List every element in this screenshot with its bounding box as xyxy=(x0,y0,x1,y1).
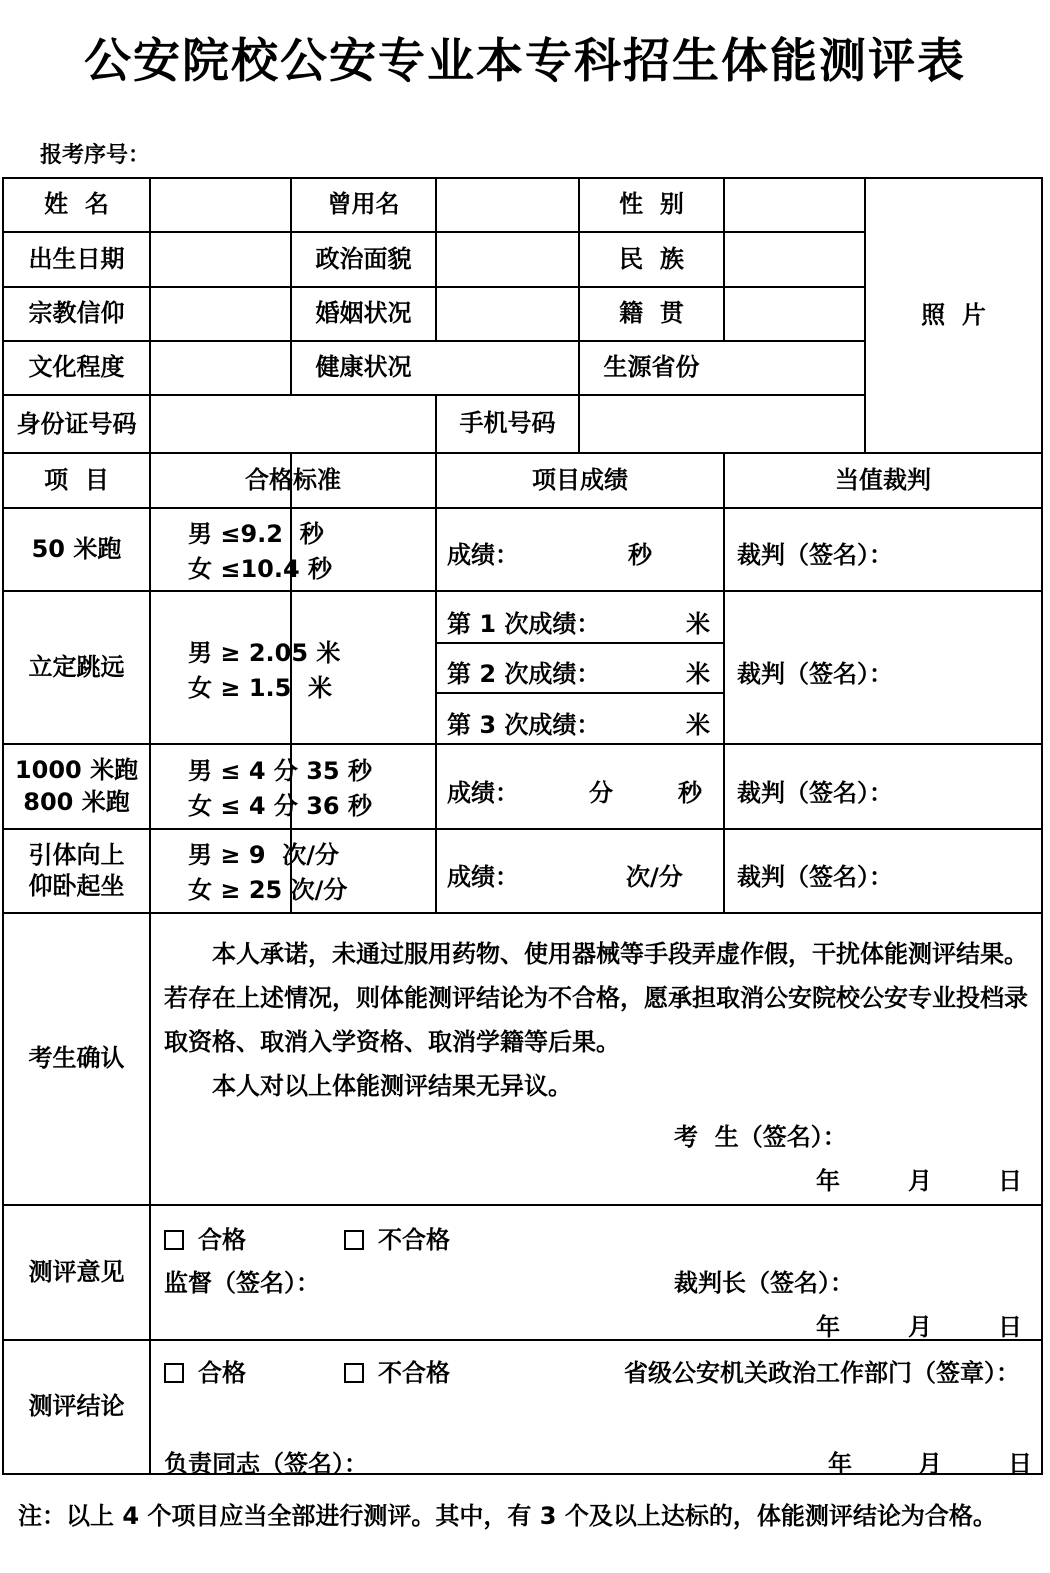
event-distance-run xyxy=(4,745,149,828)
judge-signature-strength[interactable]: 裁判（签名）： xyxy=(737,863,893,891)
assessment-form-table xyxy=(2,177,1043,1478)
opinion-fail-option[interactable] xyxy=(344,1220,450,1255)
grid-line xyxy=(2,590,1043,592)
header-score: 项目成绩 xyxy=(532,465,628,494)
grid-line xyxy=(2,507,1043,509)
header-standard: 合格标准 xyxy=(245,465,341,494)
event-pull-ups: 引体向上 xyxy=(28,840,125,869)
date-day: 日 xyxy=(1008,1450,1032,1478)
unit-seconds: 秒 xyxy=(678,779,702,807)
conclusion-pass-option[interactable] xyxy=(164,1353,246,1388)
label-birth-date: 出生日期 xyxy=(28,244,125,273)
fail-label: 不合格 xyxy=(378,1359,450,1387)
date-day: 日 xyxy=(998,1167,1022,1195)
jump-attempt-3-label: 第 3 次成绩： xyxy=(447,711,601,739)
score-label-strength: 成绩： xyxy=(447,863,519,891)
label-marital-status: 婚姻状况 xyxy=(315,299,412,328)
checkbox-icon[interactable] xyxy=(344,1230,364,1250)
footnote: 注：以上 4 个项目应当全部进行测评。其中，有 3 个及以上达标的，体能测评结论为合格。 xyxy=(18,1502,997,1530)
label-source-province: 生源省份 xyxy=(603,353,700,382)
checkbox-icon[interactable] xyxy=(344,1363,364,1383)
unit-meters: 米 xyxy=(686,660,710,688)
standard-jump-female: 女 ≥ 1.5 米 xyxy=(188,674,333,702)
label-religion: 宗教信仰 xyxy=(28,299,125,328)
grid-line xyxy=(2,1339,1043,1341)
health-field[interactable] xyxy=(437,342,578,394)
score-label-run: 成绩： xyxy=(447,779,519,807)
label-native-place: 籍 贯 xyxy=(619,299,684,328)
label-health: 健康状况 xyxy=(315,353,412,382)
judge-signature-jump[interactable]: 裁判（签名）： xyxy=(737,660,893,688)
event-1000m-run: 1000 米跑 xyxy=(14,756,139,785)
label-candidate-confirmation: 考生确认 xyxy=(28,1044,125,1073)
supervisor-signature[interactable]: 监督（签名）： xyxy=(164,1269,320,1297)
grid-line xyxy=(2,743,1043,745)
label-gender: 性 别 xyxy=(619,190,684,219)
date-month: 月 xyxy=(908,1167,932,1195)
judge-signature-50m[interactable]: 裁判（签名）： xyxy=(737,541,893,569)
pass-label: 合格 xyxy=(198,1226,246,1254)
opinion-pass-option[interactable] xyxy=(164,1220,246,1255)
event-800m-run: 800 米跑 xyxy=(23,787,130,816)
checkbox-icon[interactable] xyxy=(164,1230,184,1250)
date-year: 年 xyxy=(828,1450,852,1478)
standard-strength-female: 女 ≥ 25 次/分 xyxy=(188,876,348,904)
political-status-field[interactable] xyxy=(437,233,578,286)
standard-jump-male: 男 ≥ 2.05 米 xyxy=(188,639,341,667)
no-objection-text: 本人对以上体能测评结果无异议。 xyxy=(212,1072,572,1100)
birth-date-field[interactable] xyxy=(151,233,290,286)
event-sit-ups: 仰卧起坐 xyxy=(28,872,125,900)
score-label-50m: 成绩： xyxy=(447,541,519,569)
grid-line xyxy=(2,912,1043,914)
unit-meters: 米 xyxy=(686,610,710,638)
form-title: 公安院校公安专业本专科招生体能测评表 xyxy=(84,34,966,89)
grid-line xyxy=(2,1204,1043,1206)
jump-attempt-1-label: 第 1 次成绩： xyxy=(447,610,601,638)
date-year: 年 xyxy=(816,1167,840,1195)
standard-run-male: 男 ≤ 4 分 35 秒 xyxy=(188,757,372,785)
gender-field[interactable] xyxy=(725,179,864,231)
grid-line xyxy=(723,452,725,912)
phone-field[interactable] xyxy=(580,396,864,452)
label-assessment-opinion: 测评意见 xyxy=(28,1257,125,1286)
header-judge: 当值裁判 xyxy=(835,465,931,494)
label-former-name: 曾用名 xyxy=(327,190,400,219)
source-province-field[interactable] xyxy=(725,342,864,394)
date-day: 日 xyxy=(998,1313,1022,1341)
photo-box[interactable]: 照 片 xyxy=(921,300,986,329)
candidate-signature[interactable]: 考 生（签名）： xyxy=(674,1123,847,1151)
pass-label: 合格 xyxy=(198,1359,246,1387)
department-seal[interactable]: 省级公安机关政治工作部门（签章）： xyxy=(624,1359,1020,1387)
unit-seconds: 秒 xyxy=(628,541,652,569)
label-name: 姓 名 xyxy=(44,190,109,219)
unit-minutes: 分 xyxy=(589,779,613,807)
unit-meters: 米 xyxy=(686,711,710,739)
event-strength xyxy=(4,830,149,912)
table-border xyxy=(2,1473,1043,1475)
standard-50m-female: 女 ≤10.4 秒 xyxy=(188,555,333,583)
label-education: 文化程度 xyxy=(28,353,125,382)
grid-line xyxy=(2,828,1043,830)
unit-reps-per-minute: 次/分 xyxy=(626,863,683,891)
responsible-person-signature[interactable]: 负责同志（签名）： xyxy=(164,1450,368,1478)
date-month: 月 xyxy=(908,1313,932,1341)
label-ethnicity: 民 族 xyxy=(619,244,684,273)
table-border xyxy=(1041,177,1043,1475)
ethnicity-field[interactable] xyxy=(725,233,864,286)
name-field[interactable] xyxy=(151,179,290,231)
event-standing-long-jump: 立定跳远 xyxy=(28,652,125,681)
checkbox-icon[interactable] xyxy=(164,1363,184,1383)
conclusion-fail-option[interactable] xyxy=(344,1353,450,1388)
religion-field[interactable] xyxy=(151,288,290,340)
fail-label: 不合格 xyxy=(378,1226,450,1254)
chief-judge-signature[interactable]: 裁判长（签名）： xyxy=(674,1269,854,1297)
marital-status-field[interactable] xyxy=(437,288,578,340)
id-number-field[interactable] xyxy=(151,396,435,452)
native-place-field[interactable] xyxy=(725,288,864,340)
label-political-status: 政治面貌 xyxy=(315,244,412,273)
label-assessment-conclusion: 测评结论 xyxy=(28,1392,125,1421)
education-field[interactable] xyxy=(151,342,290,394)
grid-line xyxy=(435,692,723,694)
label-id-number: 身份证号码 xyxy=(16,410,137,438)
standard-50m-male: 男 ≤9.2 秒 xyxy=(188,520,324,548)
jump-attempt-2-label: 第 2 次成绩： xyxy=(447,660,601,688)
header-item: 项 目 xyxy=(44,465,109,494)
standard-run-female: 女 ≤ 4 分 36 秒 xyxy=(188,792,372,820)
date-month: 月 xyxy=(918,1450,942,1478)
applicant-number-label: 报考序号： xyxy=(40,143,151,168)
judge-signature-run[interactable]: 裁判（签名）： xyxy=(737,779,893,807)
standard-strength-male: 男 ≥ 9 次/分 xyxy=(188,841,339,869)
grid-line xyxy=(435,642,723,644)
pledge-text: 本人承诺，未通过服用药物、使用器械等手段弄虚作假，干扰体能测评结果。若存在上述情况，则体能测评结论为不合格，愿承担取消公安院校公安专业投档录取资格、取消入学资格、取消学籍等后果。 xyxy=(164,940,1028,1056)
former-name-field[interactable] xyxy=(437,179,578,231)
label-phone: 手机号码 xyxy=(459,409,556,438)
date-year: 年 xyxy=(816,1313,840,1341)
event-50m-run: 50 米跑 xyxy=(31,534,122,563)
